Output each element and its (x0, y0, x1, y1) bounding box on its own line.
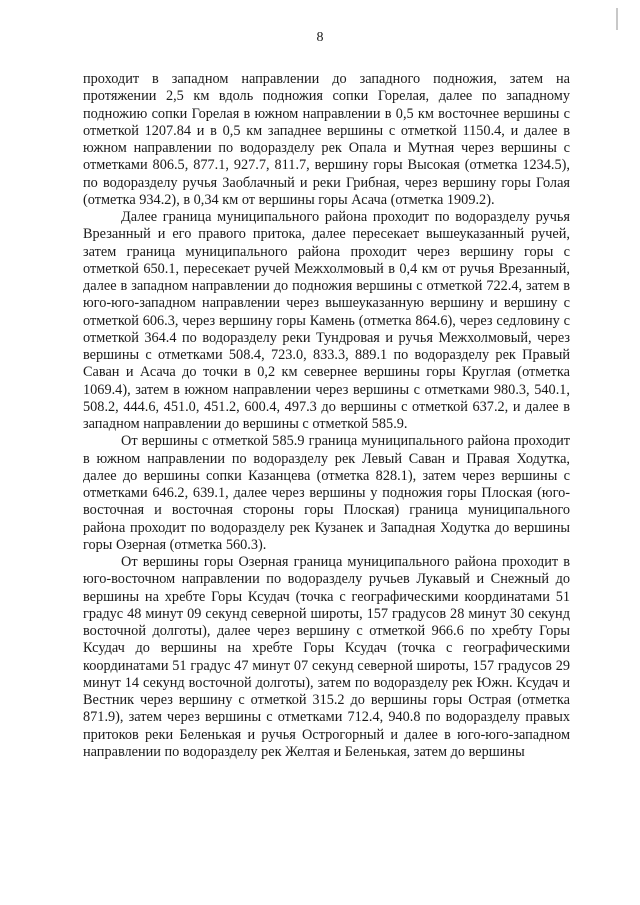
paragraph-4: От вершины горы Озерная граница муниципального района проходит в юго-восточном направлении по водоразделу ручьев Лукавый и Снежный до вершины на хребте Горы Ксудач (точка с географическими координатами 51 градус 48 минут 09 секунд северной широты, 157 градусов 28 минут 30 секунд восточной долготы), далее через вершину с отметкой 966.6 по хребту Горы Ксудач до вершины на хребте Горы Ксудач (точка с географическими координатами 51 градус 47 минут 07 секунд северной широты, 157 градусов 29 минут 14 секунд восточной долготы), затем по водоразделу рек Южн. Ксудач и Вестник через вершину с отметкой 315.2 до вершины горы Острая (отметка 871.9), затем через вершины с отметками 712.4, 940.8 по водоразделу правых притоков реки Беленькая и ручья Острогорный и далее в юго-юго-западном направлении по водоразделу рек Желтая и Беленькая, затем до вершины (83, 554, 570, 760)
scan-mark (616, 8, 618, 30)
document-body (83, 71, 570, 761)
page-number: 8 (316, 30, 324, 45)
paragraph-2: Далее граница муниципального района проходит по водоразделу ручья Врезанный и его правого притока, далее пересекает вышеуказанный ручей, затем граница муниципального района проходит через вершину горы с отметкой 650.1, пересекает ручей Межхолмовый в 0,4 км от ручья Врезанный, далее в западном направлении до подножия вершины с отметкой 722.4, затем в юго-юго-западном направлении через вышеуказанную вершину и вершину с отметкой 606.3, через вершину горы Камень (отметка 864.6), через седловину с отметкой 364.4 по водоразделу реки Тундровая и ручья Межхолмовый, через вершины с отметками 508.4, 723.0, 833.3, 889.1 по водоразделу рек Правый Саван и Асача до точки в 0,2 км севернее вершины горы Круглая (отметка 1069.4), затем в южном направлении через вершины с отметками 980.3, 540.1, 508.2, 444.6, 451.0, 451.2, 600.4, 497.3 до вершины с отметкой 637.2, и далее в западном направлении до вершины с отметкой 585.9. (83, 209, 570, 432)
paragraph-1: проходит в западном направлении до западного подножия, затем на протяжении 2,5 км вдоль подножия сопки Горелая, далее по западному подножию сопки Горелая в южном направлении в 0,5 км восточнее вершины с отметкой 1207.84 и в 0,5 км западнее вершины с отметкой 1150.4, и далее в южном направлении по водоразделу рек Опала и Мутная через вершины с отметками 806.5, 877.1, 927.7, 811.7, вершину горы Высокая (отметка 1234.5), по водоразделу ручья Заоблачный и реки Грибная, через вершину горы Голая (отметка 934.2), в 0,34 км от вершины горы Асача (отметка 1909.2). (83, 71, 570, 208)
paragraph-3: От вершины с отметкой 585.9 граница муниципального района проходит в южном направлении по водоразделу рек Левый Саван и Правая Ходутка, далее до вершины сопки Казанцева (отметка 828.1), затем через вершины с отметками 646.2, 639.1, далее через вершины у подножия горы Плоская (юго-восточная и восточная стороны горы Плоская) граница муниципального района проходит по водоразделу рек Кузанек и Западная Ходутка до вершины горы Озерная (отметка 560.3). (83, 433, 570, 553)
